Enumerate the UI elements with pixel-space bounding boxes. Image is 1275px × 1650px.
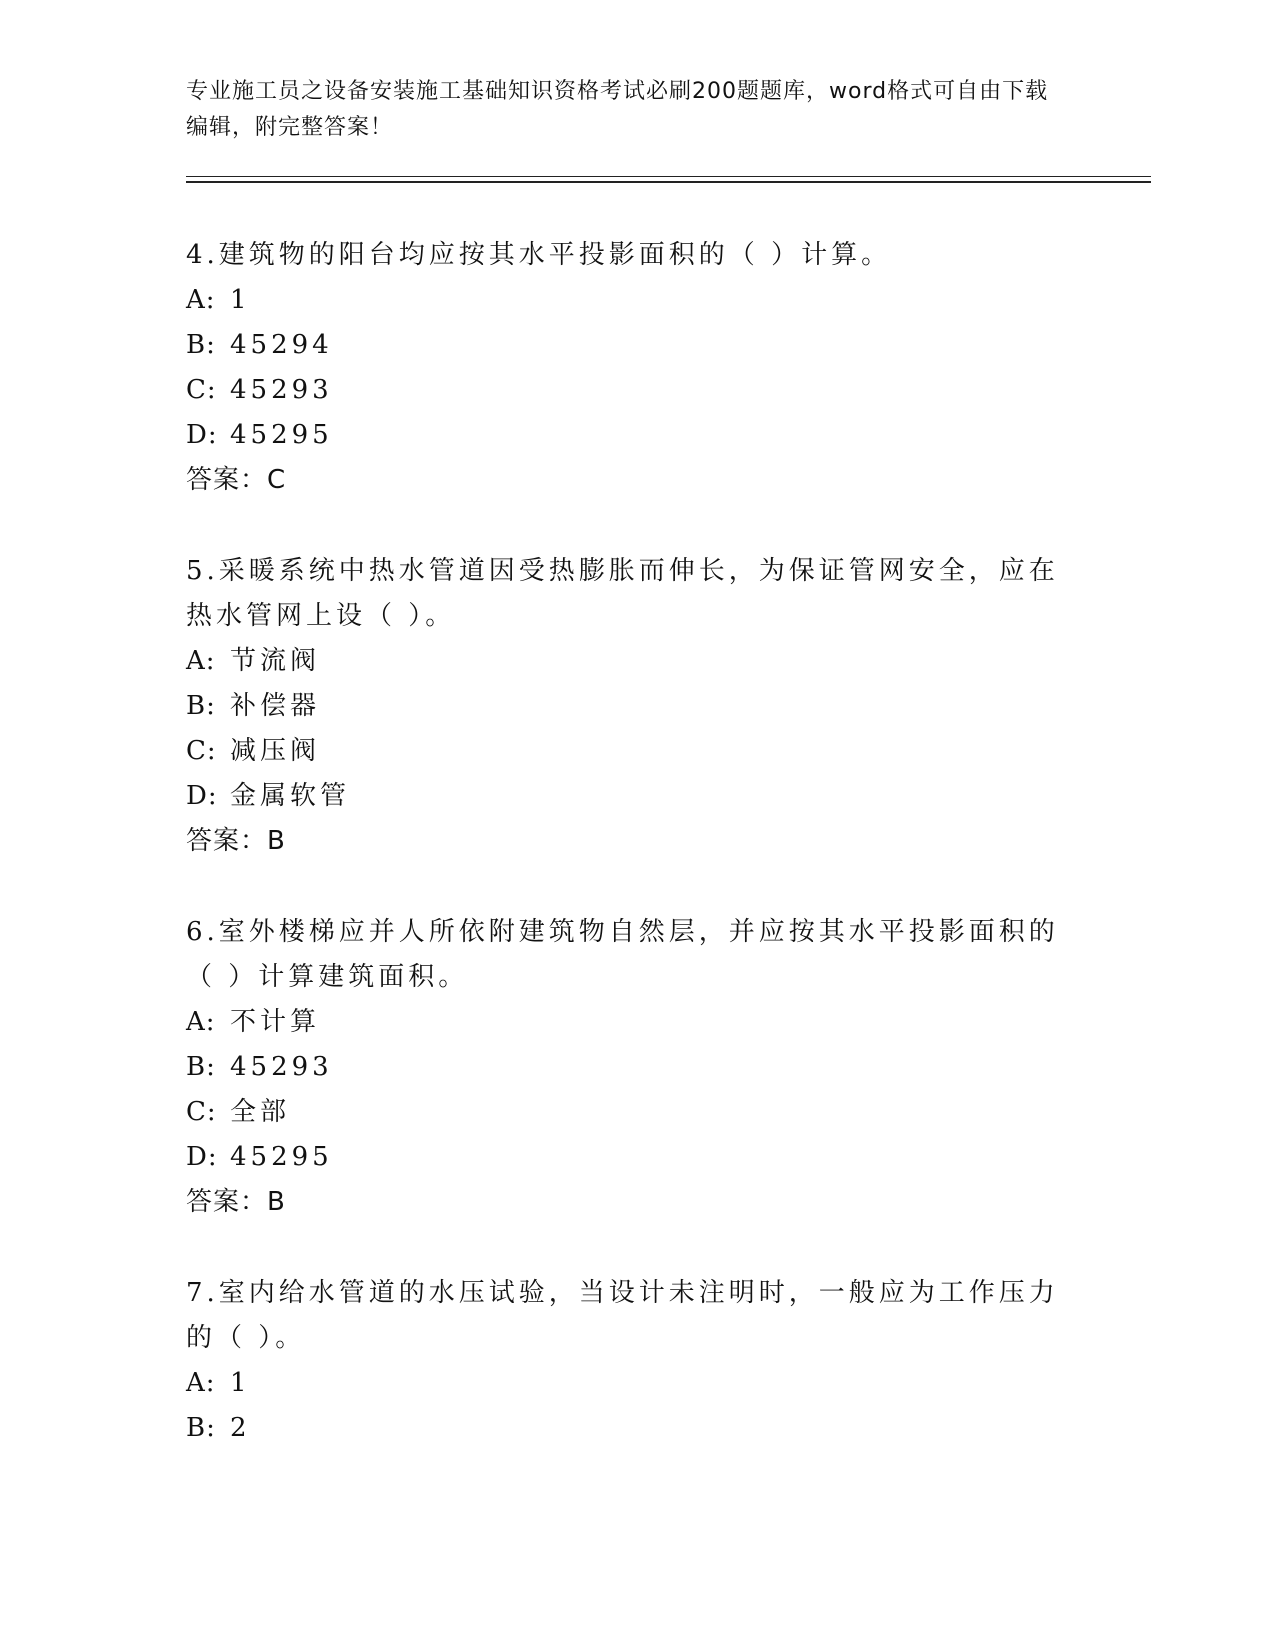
option-key: A: xyxy=(186,1368,216,1398)
option-key: A: xyxy=(186,646,216,676)
option-a xyxy=(186,639,1066,684)
option-text: 45295 xyxy=(230,1142,333,1172)
option-a xyxy=(186,1000,1066,1045)
option-b xyxy=(186,1406,1066,1451)
option-key: B: xyxy=(186,330,216,360)
option-a xyxy=(186,1361,1066,1406)
option-key: D: xyxy=(186,420,218,450)
header-divider-thick xyxy=(186,181,1151,183)
option-c xyxy=(186,1090,1066,1135)
option-text: 节流阀 xyxy=(230,646,321,676)
option-key: D: xyxy=(186,781,218,811)
option-key: B: xyxy=(186,691,216,721)
option-text: 45295 xyxy=(230,420,333,450)
option-key: C: xyxy=(186,375,217,405)
option-text: 45293 xyxy=(230,375,333,405)
question-stem: 7.室内给水管道的水压试验，当设计未注明时，一般应为工作压力的（ ）。 xyxy=(186,1278,1059,1353)
document-header: 专业施工员之设备安装施工基础知识资格考试必刷200题题库，word格式可自由下载编辑，附完整答案！ xyxy=(186,79,1049,140)
question-7 xyxy=(186,1271,1066,1451)
option-a xyxy=(186,278,1066,323)
option-text: 不计算 xyxy=(230,1007,321,1037)
option-text: 减压阀 xyxy=(230,736,321,766)
option-d xyxy=(186,1135,1066,1180)
option-b xyxy=(186,684,1066,729)
option-key: C: xyxy=(186,736,217,766)
question-stem: 6.室外楼梯应并人所依附建筑物自然层，并应按其水平投影面积的（ ）计算建筑面积。 xyxy=(186,917,1059,992)
option-key: A: xyxy=(186,1007,216,1037)
option-key: A: xyxy=(186,285,216,315)
question-5 xyxy=(186,549,1066,864)
option-c xyxy=(186,368,1066,413)
option-text: 全部 xyxy=(230,1097,291,1127)
option-key: B: xyxy=(186,1052,216,1082)
question-4 xyxy=(186,233,1066,503)
answer-line: 答案：B xyxy=(186,826,286,856)
option-text: 45293 xyxy=(230,1052,333,1082)
option-key: C: xyxy=(186,1097,217,1127)
option-text: 金属软管 xyxy=(230,781,351,811)
option-key: B: xyxy=(186,1413,216,1443)
question-list xyxy=(186,233,1066,1497)
option-d xyxy=(186,774,1066,819)
question-stem: 5.采暖系统中热水管道因受热膨胀而伸长，为保证管网安全，应在热水管网上设（ ）。 xyxy=(186,556,1059,631)
option-text: 1 xyxy=(230,1368,251,1398)
question-6 xyxy=(186,910,1066,1225)
answer-line: 答案：B xyxy=(186,1187,286,1217)
option-d xyxy=(186,413,1066,458)
option-text: 2 xyxy=(230,1413,251,1443)
question-stem: 4.建筑物的阳台均应按其水平投影面积的（ ）计算。 xyxy=(186,240,892,270)
option-b xyxy=(186,323,1066,368)
header-divider-thin xyxy=(186,176,1151,177)
option-b xyxy=(186,1045,1066,1090)
answer-line: 答案：C xyxy=(186,465,287,495)
option-text: 1 xyxy=(230,285,251,315)
option-text: 45294 xyxy=(230,330,333,360)
option-key: D: xyxy=(186,1142,218,1172)
option-text: 补偿器 xyxy=(230,691,321,721)
option-c xyxy=(186,729,1066,774)
